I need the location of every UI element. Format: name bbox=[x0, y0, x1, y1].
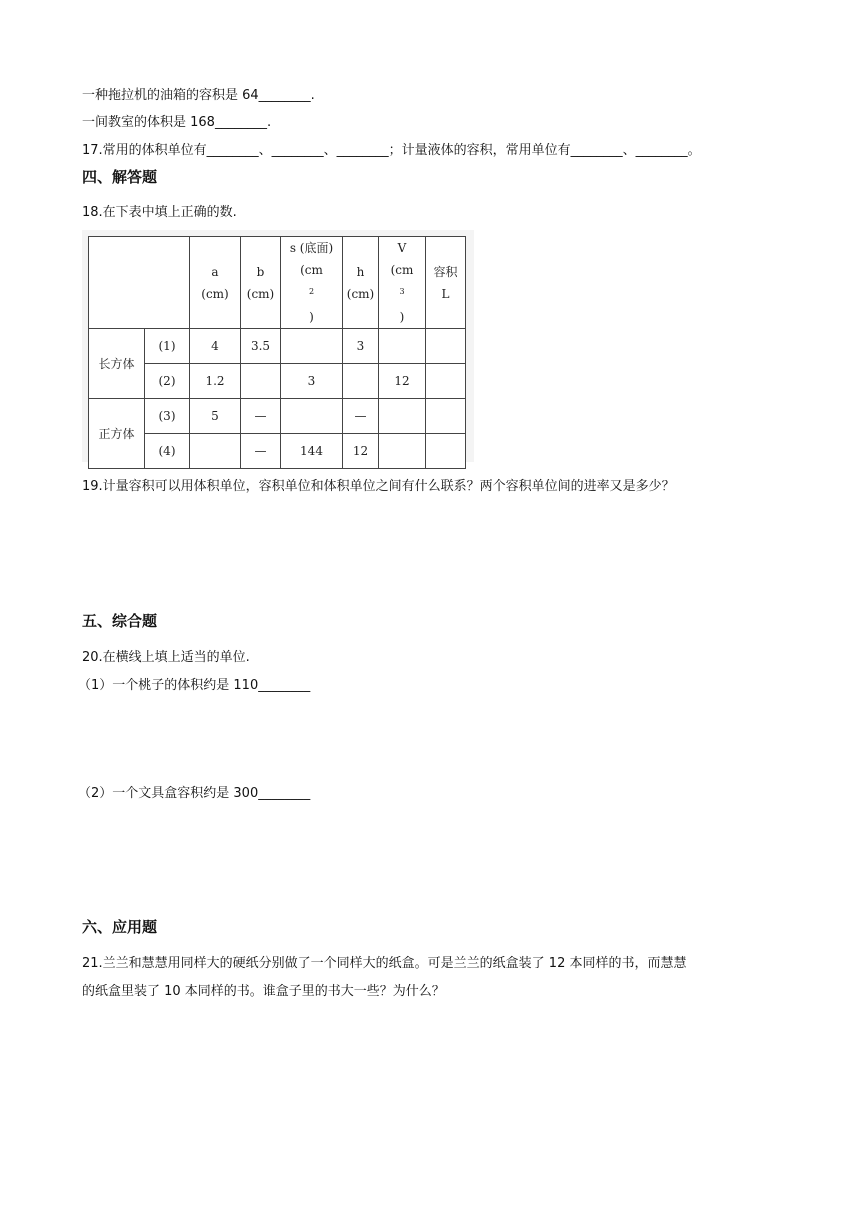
section-title-5: 五、综合题 bbox=[82, 612, 158, 630]
fill-blank-classroom-volume: 一间教室的体积是 168________. bbox=[82, 115, 272, 130]
section-title-4: 四、解答题 bbox=[82, 168, 158, 186]
table-cell bbox=[190, 434, 241, 469]
header-capacity: 容积 L bbox=[426, 237, 466, 329]
volume-table-image bbox=[82, 230, 474, 462]
table-corner-cell bbox=[89, 237, 190, 329]
header-h: h (cm) bbox=[343, 237, 379, 329]
table-cell bbox=[426, 364, 466, 399]
table-cell bbox=[379, 399, 426, 434]
fill-blank-tractor-tank: 一种拖拉机的油箱的容积是 64________. bbox=[82, 88, 315, 103]
row-label: (4) bbox=[145, 434, 190, 469]
question-20-part-1: （1）一个桃子的体积约是 110________ bbox=[78, 678, 311, 693]
table-cell: 3 bbox=[281, 364, 343, 399]
header-a: a (cm) bbox=[190, 237, 241, 329]
table-cell: 1.2 bbox=[190, 364, 241, 399]
row-label: (2) bbox=[145, 364, 190, 399]
group-cuboid: 长方体 bbox=[89, 329, 145, 399]
question-21-line-1: 21.兰兰和慧慧用同样大的硬纸分别做了一个同样大的纸盒。可是兰兰的纸盒装了 12 本同样的书，而慧慧 bbox=[82, 956, 687, 971]
table-cell bbox=[426, 434, 466, 469]
table-cell bbox=[281, 329, 343, 364]
table-cell: 4 bbox=[190, 329, 241, 364]
volume-table bbox=[88, 236, 466, 469]
table-cell bbox=[281, 399, 343, 434]
table-cell: 12 bbox=[343, 434, 379, 469]
question-20: 20.在横线上填上适当的单位. bbox=[82, 650, 250, 665]
table-cell: 144 bbox=[281, 434, 343, 469]
table-cell bbox=[426, 399, 466, 434]
table-cell bbox=[379, 434, 426, 469]
table-cell bbox=[343, 364, 379, 399]
table-cell: 3.5 bbox=[241, 329, 281, 364]
question-20-part-2: （2）一个文具盒容积约是 300________ bbox=[78, 786, 311, 801]
question-17: 17.常用的体积单位有________、________、________；计量液体的容积，常用单位有________、________。 bbox=[82, 143, 701, 158]
table-cell: — bbox=[241, 434, 281, 469]
table-row bbox=[89, 329, 466, 364]
header-b: b (cm) bbox=[241, 237, 281, 329]
table-row bbox=[89, 399, 466, 434]
header-base-area: s (底面) (cm $^2$ ) bbox=[281, 237, 343, 329]
header-volume: V (cm $^3$ ) bbox=[379, 237, 426, 329]
table-row bbox=[89, 364, 466, 399]
group-cube: 正方体 bbox=[89, 399, 145, 469]
table-cell bbox=[241, 364, 281, 399]
table-cell: 5 bbox=[190, 399, 241, 434]
question-18: 18.在下表中填上正确的数. bbox=[82, 205, 237, 220]
table-cell: 3 bbox=[343, 329, 379, 364]
table-cell: 12 bbox=[379, 364, 426, 399]
table-row bbox=[89, 434, 466, 469]
table-cell: — bbox=[241, 399, 281, 434]
table-cell bbox=[379, 329, 426, 364]
table-cell: — bbox=[343, 399, 379, 434]
row-label: (3) bbox=[145, 399, 190, 434]
table-cell bbox=[426, 329, 466, 364]
section-title-6: 六、应用题 bbox=[82, 918, 158, 936]
question-19: 19.计量容积可以用体积单位，容积单位和体积单位之间有什么联系？两个容积单位间的进率又是多少？ bbox=[82, 479, 675, 494]
row-label: (1) bbox=[145, 329, 190, 364]
question-21-line-2: 的纸盒里装了 10 本同样的书。谁盒子里的书大一些？为什么？ bbox=[82, 984, 445, 999]
